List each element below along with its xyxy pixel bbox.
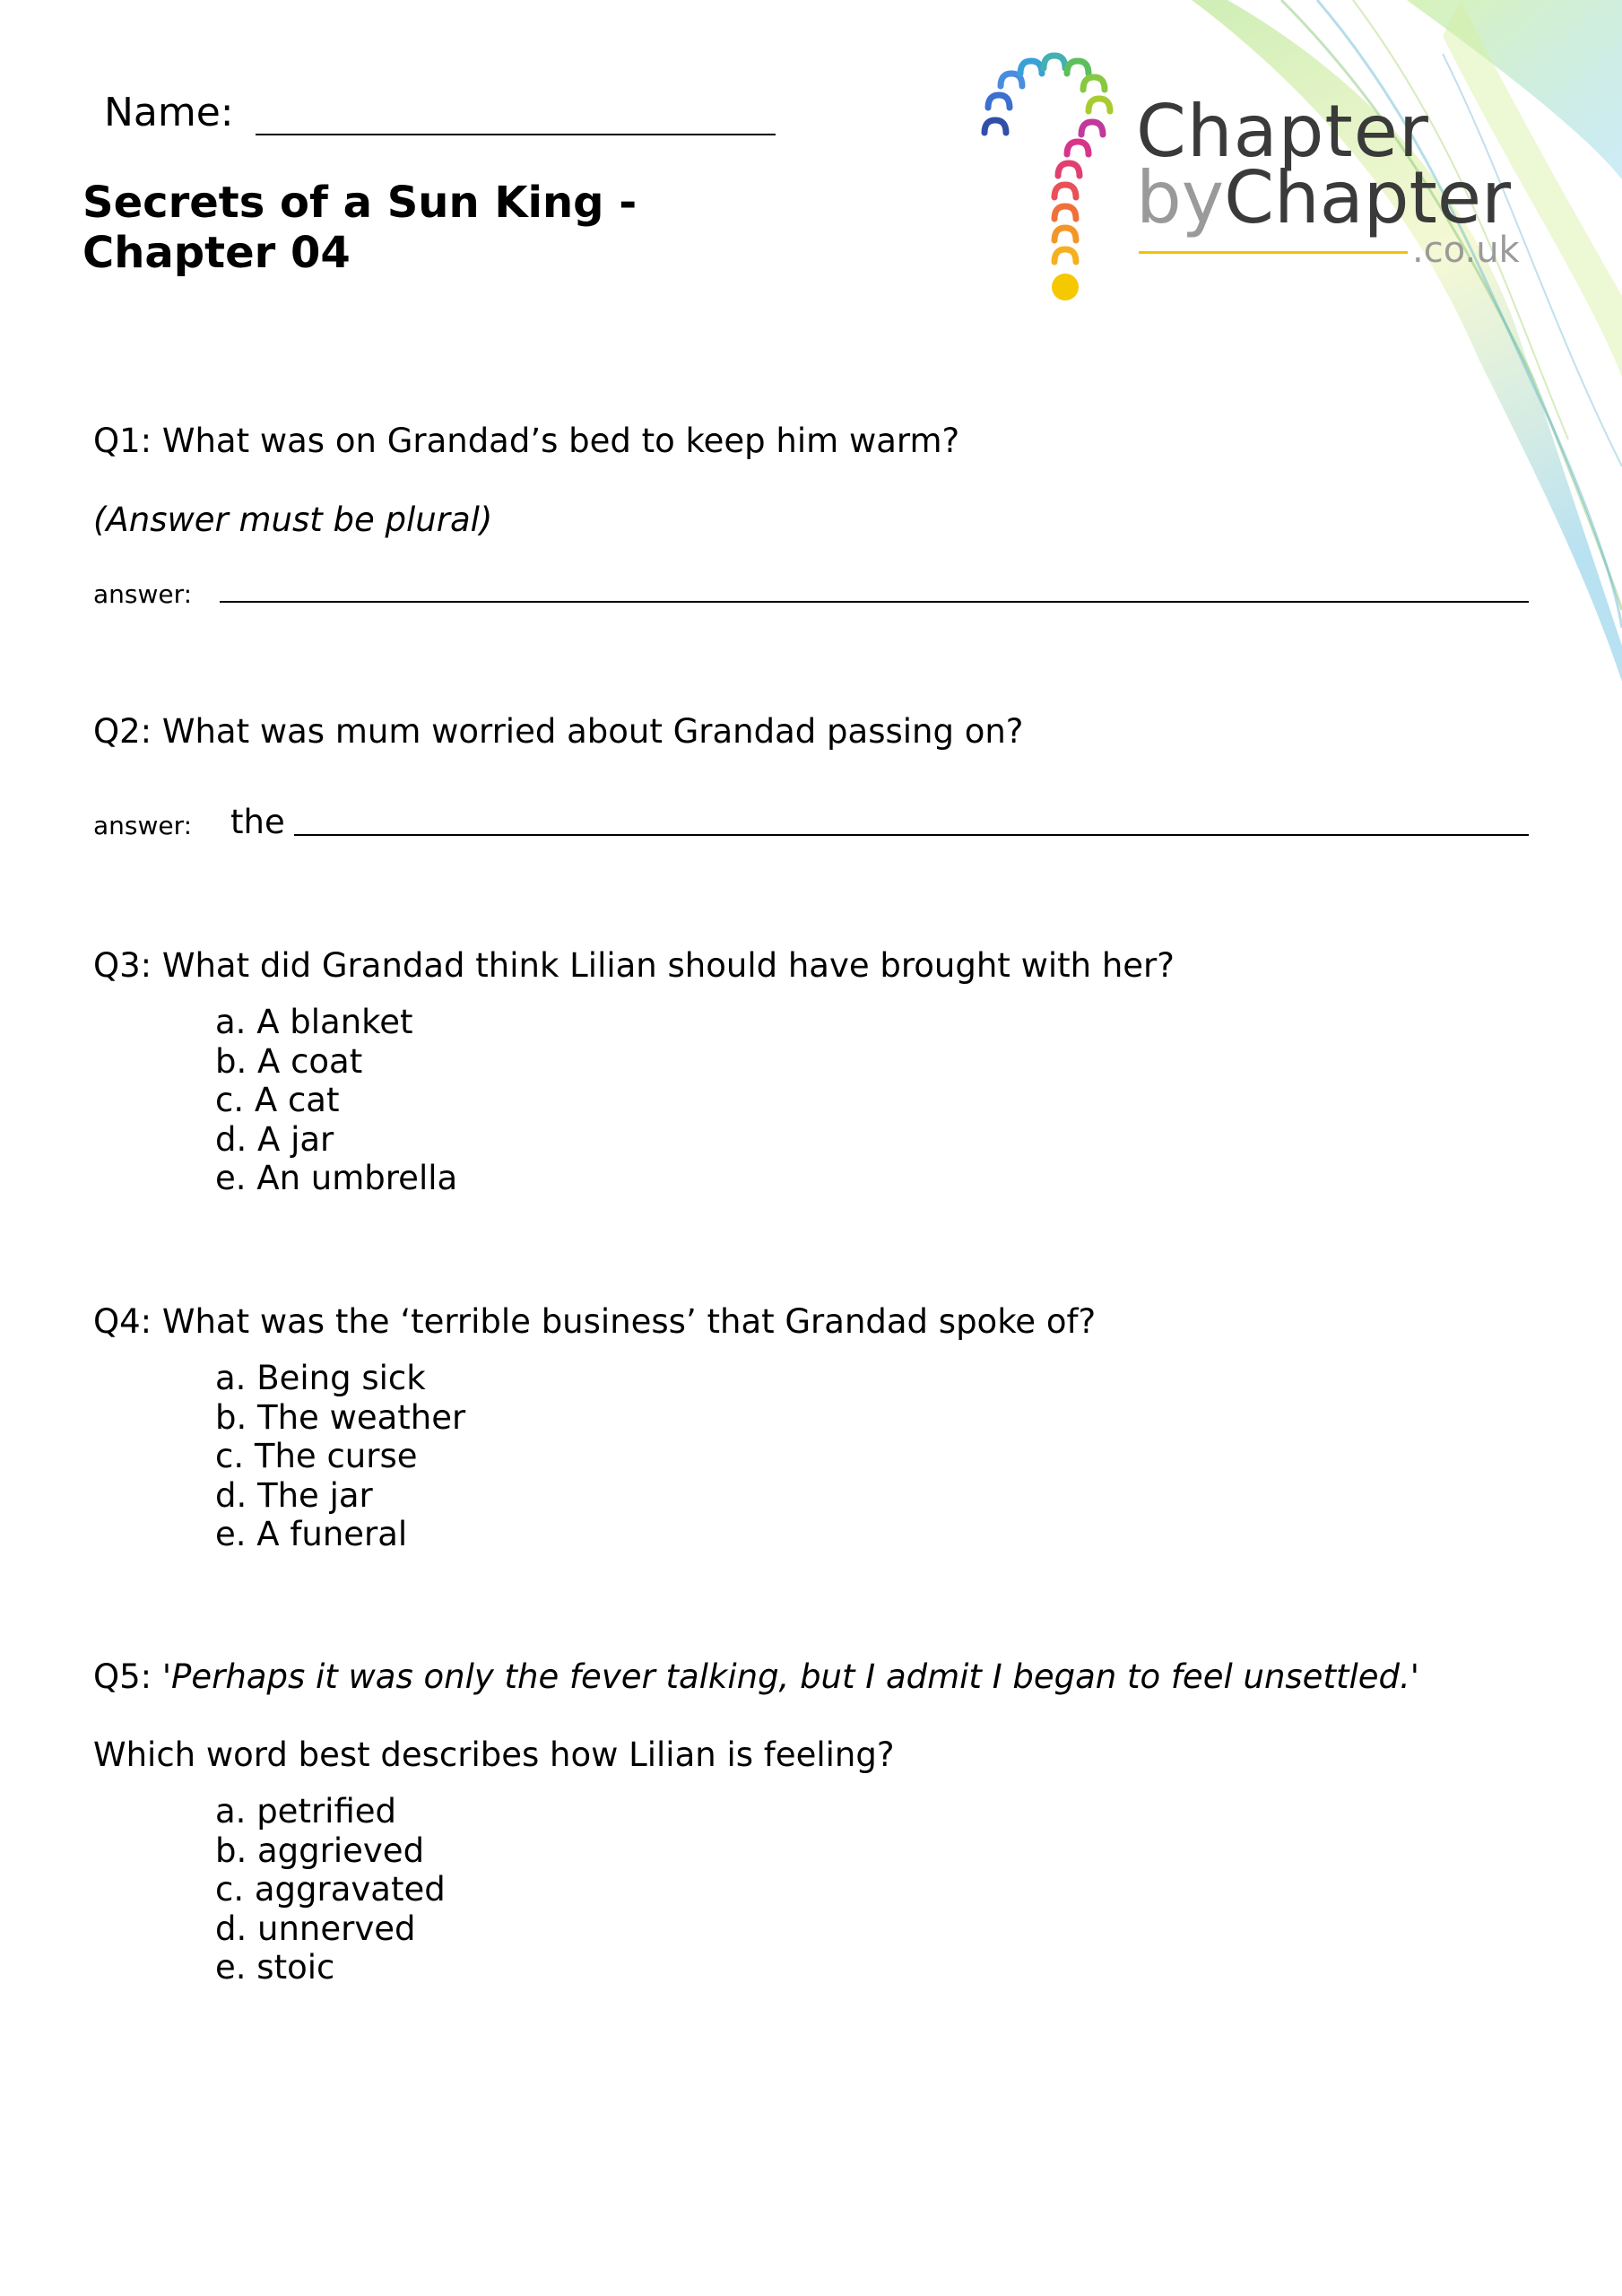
question-3: Q3: What did Grandad think Lilian should have brought with her? bbox=[93, 946, 1175, 985]
question-5-options bbox=[215, 1792, 446, 1987]
logo-word-bychapter bbox=[1136, 158, 1511, 239]
title-line-1: Secrets of a Sun King - bbox=[82, 178, 638, 228]
option-d[interactable]: d. The jar bbox=[215, 1475, 373, 1515]
question-5: Which word best describes how Lilian is feeling? bbox=[93, 1735, 895, 1774]
answer-prefix-2: the bbox=[230, 803, 285, 841]
option-e[interactable]: e. An umbrella bbox=[215, 1159, 458, 1197]
question-3-options bbox=[215, 1003, 457, 1198]
option-a[interactable]: a. petrified bbox=[215, 1792, 397, 1831]
option-c[interactable]: c. aggravated bbox=[215, 1870, 446, 1909]
logo-word-chapter: Chapter bbox=[1136, 90, 1429, 173]
option-a[interactable]: a. Being sick bbox=[215, 1359, 426, 1397]
question-1-hint: (Answer must be plural) bbox=[93, 500, 493, 539]
title-line-2: Chapter 04 bbox=[82, 228, 351, 278]
option-b[interactable]: b. aggrieved bbox=[215, 1831, 425, 1870]
option-e[interactable]: e. stoic bbox=[215, 1948, 335, 1987]
book-question-mark-icon bbox=[968, 52, 1130, 321]
question-5-quote-line bbox=[93, 1657, 1419, 1696]
name-field-row bbox=[104, 90, 776, 135]
logo-underline bbox=[1139, 251, 1408, 254]
logo-domain: .co.uk bbox=[1412, 230, 1520, 271]
question-5-label: Q5: bbox=[93, 1657, 162, 1696]
answer-label-2: answer: bbox=[93, 811, 193, 840]
logo-word-by: by bbox=[1136, 156, 1225, 239]
name-label: Name: bbox=[104, 90, 234, 135]
option-c[interactable]: c. A cat bbox=[215, 1081, 340, 1119]
option-a[interactable]: a. A blanket bbox=[215, 1003, 413, 1041]
question-4: Q4: What was the ‘terrible business’ that Grandad spoke of? bbox=[93, 1302, 1097, 1341]
answer-line-2[interactable] bbox=[294, 834, 1529, 836]
option-c[interactable]: c. The curse bbox=[215, 1437, 418, 1475]
question-2: Q2: What was mum worried about Grandad passing on? bbox=[93, 712, 1024, 751]
option-e[interactable]: e. A funeral bbox=[215, 1515, 408, 1553]
answer-line-1[interactable] bbox=[220, 601, 1529, 603]
option-b[interactable]: b. A coat bbox=[215, 1041, 363, 1081]
answer-label-1: answer: bbox=[93, 579, 193, 609]
question-4-options bbox=[215, 1359, 465, 1554]
name-input-line[interactable] bbox=[256, 92, 776, 135]
option-d[interactable]: d. A jar bbox=[215, 1119, 334, 1159]
option-d[interactable]: d. unnerved bbox=[215, 1909, 416, 1948]
question-1: Q1: What was on Grandad’s bed to keep him warm? bbox=[93, 422, 960, 460]
option-b[interactable]: b. The weather bbox=[215, 1397, 466, 1437]
worksheet-title bbox=[82, 178, 637, 278]
logo-word-chapter-2: Chapter bbox=[1224, 156, 1511, 239]
chapter-by-chapter-logo bbox=[968, 52, 1542, 321]
question-5-quote: 'Perhaps it was only the fever talking, but I admit I began to feel unsettled.' bbox=[161, 1657, 1419, 1696]
